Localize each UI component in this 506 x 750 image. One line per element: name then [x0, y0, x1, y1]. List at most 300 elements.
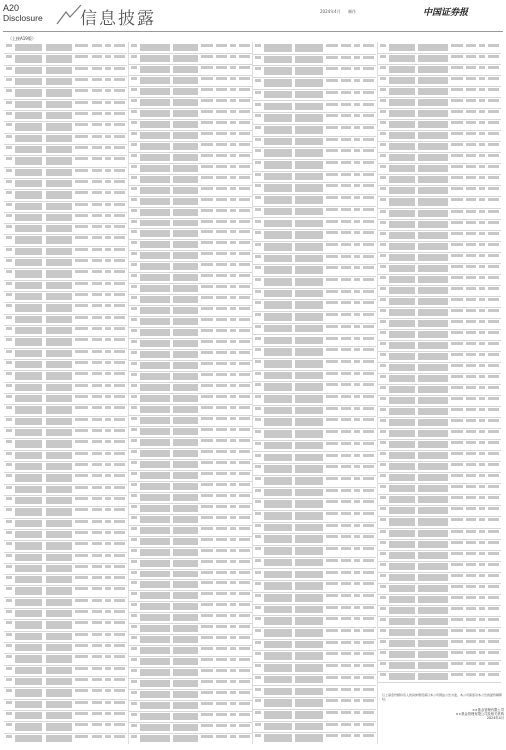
table-cell	[216, 154, 227, 157]
table-cell	[75, 542, 88, 545]
table-cell	[15, 474, 42, 481]
table-cell	[264, 582, 292, 590]
table-cell	[230, 362, 236, 365]
table-cell	[295, 571, 323, 579]
table-cell	[46, 135, 72, 142]
table-cell	[255, 676, 261, 679]
table-cell	[15, 486, 42, 493]
table-cell	[255, 114, 261, 117]
table-cell	[295, 442, 323, 450]
table-cell	[451, 165, 463, 168]
table-cell	[15, 384, 42, 391]
table-cell	[140, 373, 170, 380]
table-cell	[488, 408, 499, 411]
table-cell	[255, 699, 261, 702]
table-cell	[341, 664, 351, 667]
table-cell	[295, 641, 323, 649]
table-cell	[15, 667, 42, 674]
table-cell	[488, 331, 499, 334]
table-cell	[6, 236, 12, 239]
table-cell	[105, 157, 111, 160]
table-cell	[418, 165, 448, 172]
table-cell	[201, 66, 213, 69]
table-cell	[341, 196, 351, 199]
table-cell	[201, 318, 213, 321]
table-cell	[216, 581, 227, 584]
table-cell	[255, 255, 261, 258]
table-cell	[131, 625, 137, 628]
table-cell	[389, 607, 415, 614]
table-cell	[201, 461, 213, 464]
table-cell	[418, 331, 448, 338]
table-cell	[255, 56, 261, 59]
table-cell	[488, 618, 499, 621]
table-cell	[326, 290, 338, 293]
table-cell	[295, 617, 323, 625]
table-cell	[216, 285, 227, 288]
table-cell	[354, 337, 360, 340]
table-cell	[479, 430, 485, 433]
table-cell	[105, 180, 111, 183]
table-cell	[354, 594, 360, 597]
table-cell	[15, 293, 42, 300]
table-cell	[255, 465, 261, 468]
table-cell	[255, 196, 261, 199]
table-cell	[451, 99, 463, 102]
table-cell	[201, 154, 213, 157]
table-cell	[341, 571, 351, 574]
table-cell	[15, 429, 42, 436]
table-cell	[380, 198, 386, 201]
table-cell	[389, 331, 415, 338]
table-cell	[92, 655, 102, 658]
table-cell	[255, 641, 261, 644]
table-cell	[389, 364, 415, 371]
table-cell	[354, 676, 360, 679]
table-cell	[264, 313, 292, 321]
table-cell	[15, 440, 42, 447]
table-cell	[264, 594, 292, 602]
table-cell	[380, 452, 386, 455]
table-cell	[92, 429, 102, 432]
table-cell	[239, 494, 250, 497]
table-cell	[230, 724, 236, 727]
table-cell	[326, 594, 338, 597]
table-cell	[264, 114, 292, 122]
table-cell	[201, 99, 213, 102]
table-cell	[255, 711, 261, 714]
table-cell	[363, 571, 374, 574]
table-cell	[341, 360, 351, 363]
table-cell	[201, 285, 213, 288]
table-cell	[354, 290, 360, 293]
table-cell	[466, 474, 476, 477]
table-cell	[6, 452, 12, 455]
table-cell	[488, 298, 499, 301]
table-cell	[389, 221, 415, 228]
table-cell	[92, 565, 102, 568]
table-cell	[140, 198, 170, 205]
table-cell	[326, 606, 338, 609]
table-cell	[131, 614, 137, 617]
table-cell	[216, 636, 227, 639]
table-cell	[380, 44, 386, 47]
table-cell	[354, 126, 360, 129]
table-cell	[466, 386, 476, 389]
table-cell	[451, 596, 463, 599]
table-cell	[75, 361, 88, 364]
table-cell	[479, 397, 485, 400]
table-cell	[255, 489, 261, 492]
table-cell	[92, 55, 102, 58]
table-cell	[264, 395, 292, 403]
table-cell	[295, 477, 323, 485]
table-cell	[201, 560, 213, 563]
table-cell	[466, 110, 476, 113]
table-cell	[341, 489, 351, 492]
table-cell	[201, 625, 213, 628]
table-cell	[451, 375, 463, 378]
table-cell	[92, 112, 102, 115]
table-cell	[264, 699, 292, 707]
table-cell	[75, 135, 88, 138]
footer-company-2: ××基金管理有限公司及相关机构	[455, 712, 504, 716]
table-cell	[140, 560, 170, 567]
table-cell	[295, 79, 323, 87]
table-cell	[418, 210, 448, 217]
table-cell	[295, 383, 323, 391]
table-cell	[216, 252, 227, 255]
table-cell	[380, 485, 386, 488]
table-cell	[326, 734, 338, 737]
table-cell	[264, 372, 292, 380]
table-cell	[363, 278, 374, 281]
table-cell	[173, 505, 198, 512]
table-cell	[230, 702, 236, 705]
table-cell	[46, 508, 72, 515]
table-cell	[451, 254, 463, 257]
table-cell	[255, 606, 261, 609]
table-cell	[354, 489, 360, 492]
table-cell	[389, 596, 415, 603]
table-cell	[479, 530, 485, 533]
table-cell	[140, 77, 170, 84]
table-cell	[114, 327, 125, 330]
table-cell	[239, 472, 250, 475]
table-cell	[15, 89, 42, 96]
table-cell	[216, 603, 227, 606]
table-cell	[201, 187, 213, 190]
table-cell	[418, 132, 448, 139]
table-cell	[341, 114, 351, 117]
table-cell	[418, 430, 448, 437]
table-cell	[363, 699, 374, 702]
table-cell	[6, 157, 12, 160]
table-cell	[114, 123, 125, 126]
table-cell	[295, 91, 323, 99]
table-cell	[418, 99, 448, 106]
table-cell	[92, 44, 102, 47]
table-cell	[173, 702, 198, 709]
table-cell	[488, 386, 499, 389]
table-cell	[451, 408, 463, 411]
table-cell	[255, 126, 261, 129]
table-cell	[140, 351, 170, 358]
table-cell	[6, 203, 12, 206]
table-cell	[255, 231, 261, 234]
table-cell	[451, 232, 463, 235]
table-cell	[140, 472, 170, 479]
table-cell	[6, 191, 12, 194]
table-cell	[466, 198, 476, 201]
table-cell	[15, 270, 42, 277]
table-cell	[380, 165, 386, 168]
table-cell	[418, 66, 448, 73]
table-cell	[326, 220, 338, 223]
table-cell	[131, 724, 137, 727]
table-cell	[239, 263, 250, 266]
table-cell	[105, 406, 111, 409]
table-cell	[488, 485, 499, 488]
table-cell	[75, 587, 88, 590]
table-cell	[216, 406, 227, 409]
table-cell	[92, 78, 102, 81]
table-cell	[92, 474, 102, 477]
table-cell	[326, 688, 338, 691]
table-cell	[354, 442, 360, 445]
table-cell	[173, 351, 198, 358]
table-cell	[46, 474, 72, 481]
masthead	[0, 0, 506, 30]
table-cell	[389, 132, 415, 139]
table-cell	[451, 331, 463, 334]
table-cell	[6, 316, 12, 319]
table-cell	[46, 610, 72, 617]
table-cell	[46, 542, 72, 549]
table-cell	[451, 121, 463, 124]
table-cell	[326, 629, 338, 632]
table-cell	[173, 461, 198, 468]
table-cell	[114, 474, 125, 477]
table-cell	[239, 230, 250, 233]
table-cell	[75, 282, 88, 285]
table-cell	[389, 563, 415, 570]
table-cell	[295, 161, 323, 169]
table-cell	[418, 143, 448, 150]
table-cell	[326, 173, 338, 176]
table-cell	[354, 734, 360, 737]
table-cell	[466, 221, 476, 224]
table-cell	[389, 541, 415, 548]
table-cell	[264, 91, 292, 99]
table-cell	[326, 571, 338, 574]
table-cell	[201, 176, 213, 179]
table-cell	[230, 395, 236, 398]
table-cell	[295, 582, 323, 590]
table-cell	[479, 518, 485, 521]
table-cell	[75, 203, 88, 206]
table-cell	[466, 265, 476, 268]
table-cell	[105, 554, 111, 557]
table-cell	[6, 655, 12, 658]
table-cell	[418, 375, 448, 382]
table-cell	[418, 496, 448, 503]
table-cell	[380, 585, 386, 588]
table-cell	[131, 647, 137, 650]
table-cell	[75, 655, 88, 658]
table-cell	[131, 340, 137, 343]
table-cell	[380, 121, 386, 124]
table-cell	[114, 350, 125, 353]
table-cell	[114, 135, 125, 138]
table-cell	[466, 176, 476, 179]
table-cell	[488, 541, 499, 544]
table-cell	[326, 126, 338, 129]
table-cell	[488, 132, 499, 135]
table-cell	[105, 452, 111, 455]
table-cell	[380, 673, 386, 676]
table-cell	[354, 430, 360, 433]
table-cell	[201, 351, 213, 354]
table-cell	[451, 287, 463, 290]
table-cell	[173, 538, 198, 545]
table-cell	[239, 121, 250, 124]
table-cell	[75, 701, 88, 704]
table-cell	[363, 173, 374, 176]
table-cell	[15, 180, 42, 187]
table-cell	[15, 350, 42, 357]
section-en: Disclosure	[3, 13, 43, 23]
table-cell	[326, 67, 338, 70]
table-cell	[92, 350, 102, 353]
table-cell	[239, 702, 250, 705]
table-cell	[264, 442, 292, 450]
table-cell	[131, 571, 137, 574]
table-cell	[173, 494, 198, 501]
newspaper-name: 中国证券报	[423, 8, 469, 18]
table-cell	[216, 263, 227, 266]
table-cell	[131, 713, 137, 716]
table-cell	[295, 489, 323, 497]
table-cell	[255, 442, 261, 445]
table-cell	[380, 287, 386, 290]
table-cell	[466, 187, 476, 190]
table-cell	[140, 121, 170, 128]
table-cell	[92, 236, 102, 239]
table-cell	[201, 680, 213, 683]
table-cell	[389, 88, 415, 95]
table-cell	[6, 610, 12, 613]
table-cell	[479, 574, 485, 577]
table-cell	[140, 636, 170, 643]
table-cell	[46, 338, 72, 345]
table-cell	[15, 610, 42, 617]
section-title: 信息披露	[80, 9, 156, 29]
table-cell	[216, 571, 227, 574]
table-cell	[255, 500, 261, 503]
table-cell	[466, 331, 476, 334]
table-cell	[75, 55, 88, 58]
table-cell	[326, 500, 338, 503]
table-cell	[131, 538, 137, 541]
table-cell	[354, 571, 360, 574]
table-cell	[230, 636, 236, 639]
table-cell	[326, 547, 338, 550]
table-cell	[92, 180, 102, 183]
table-cell	[264, 454, 292, 462]
table-cell	[466, 518, 476, 521]
table-cell	[15, 44, 42, 51]
table-cell	[216, 198, 227, 201]
table-cell	[230, 296, 236, 299]
table-cell	[326, 454, 338, 457]
table-cell	[389, 44, 415, 51]
table-cell	[15, 248, 42, 255]
table-cell	[114, 225, 125, 228]
table-cell	[488, 66, 499, 69]
table-cell	[363, 535, 374, 538]
table-cell	[105, 338, 111, 341]
table-cell	[354, 278, 360, 281]
table-cell	[488, 629, 499, 632]
table-cell	[140, 549, 170, 556]
table-cell	[239, 636, 250, 639]
table-cell	[201, 296, 213, 299]
table-cell	[341, 313, 351, 316]
table-cell	[75, 169, 88, 172]
table-cell	[6, 520, 12, 523]
table-cell	[295, 278, 323, 286]
table-cell	[255, 383, 261, 386]
table-cell	[201, 373, 213, 376]
table-cell	[140, 702, 170, 709]
table-cell	[488, 99, 499, 102]
table-cell	[105, 712, 111, 715]
table-cell	[264, 173, 292, 181]
table-cell	[114, 146, 125, 149]
table-cell	[363, 734, 374, 737]
table-cell	[6, 180, 12, 183]
table-cell	[15, 361, 42, 368]
table-cell	[92, 67, 102, 70]
table-cell	[239, 198, 250, 201]
table-cell	[451, 441, 463, 444]
table-cell	[239, 724, 250, 727]
table-cell	[326, 103, 338, 106]
table-cell	[201, 121, 213, 124]
table-cell	[15, 135, 42, 142]
table-cell	[479, 331, 485, 334]
table-cell	[295, 500, 323, 508]
table-cell	[354, 699, 360, 702]
issue-date: 2024年4月	[319, 9, 341, 14]
table-cell	[418, 342, 448, 349]
table-cell	[264, 44, 292, 52]
table-cell	[239, 66, 250, 69]
table-cell	[363, 582, 374, 585]
table-cell	[380, 243, 386, 246]
table-cell	[380, 607, 386, 610]
table-cell	[6, 712, 12, 715]
table-cell	[451, 320, 463, 323]
table-cell	[46, 406, 72, 413]
table-cell	[140, 735, 170, 742]
table-cell	[264, 255, 292, 263]
table-cell	[354, 138, 360, 141]
table-cell	[216, 505, 227, 508]
table-cell	[466, 452, 476, 455]
table-cell	[131, 230, 137, 233]
